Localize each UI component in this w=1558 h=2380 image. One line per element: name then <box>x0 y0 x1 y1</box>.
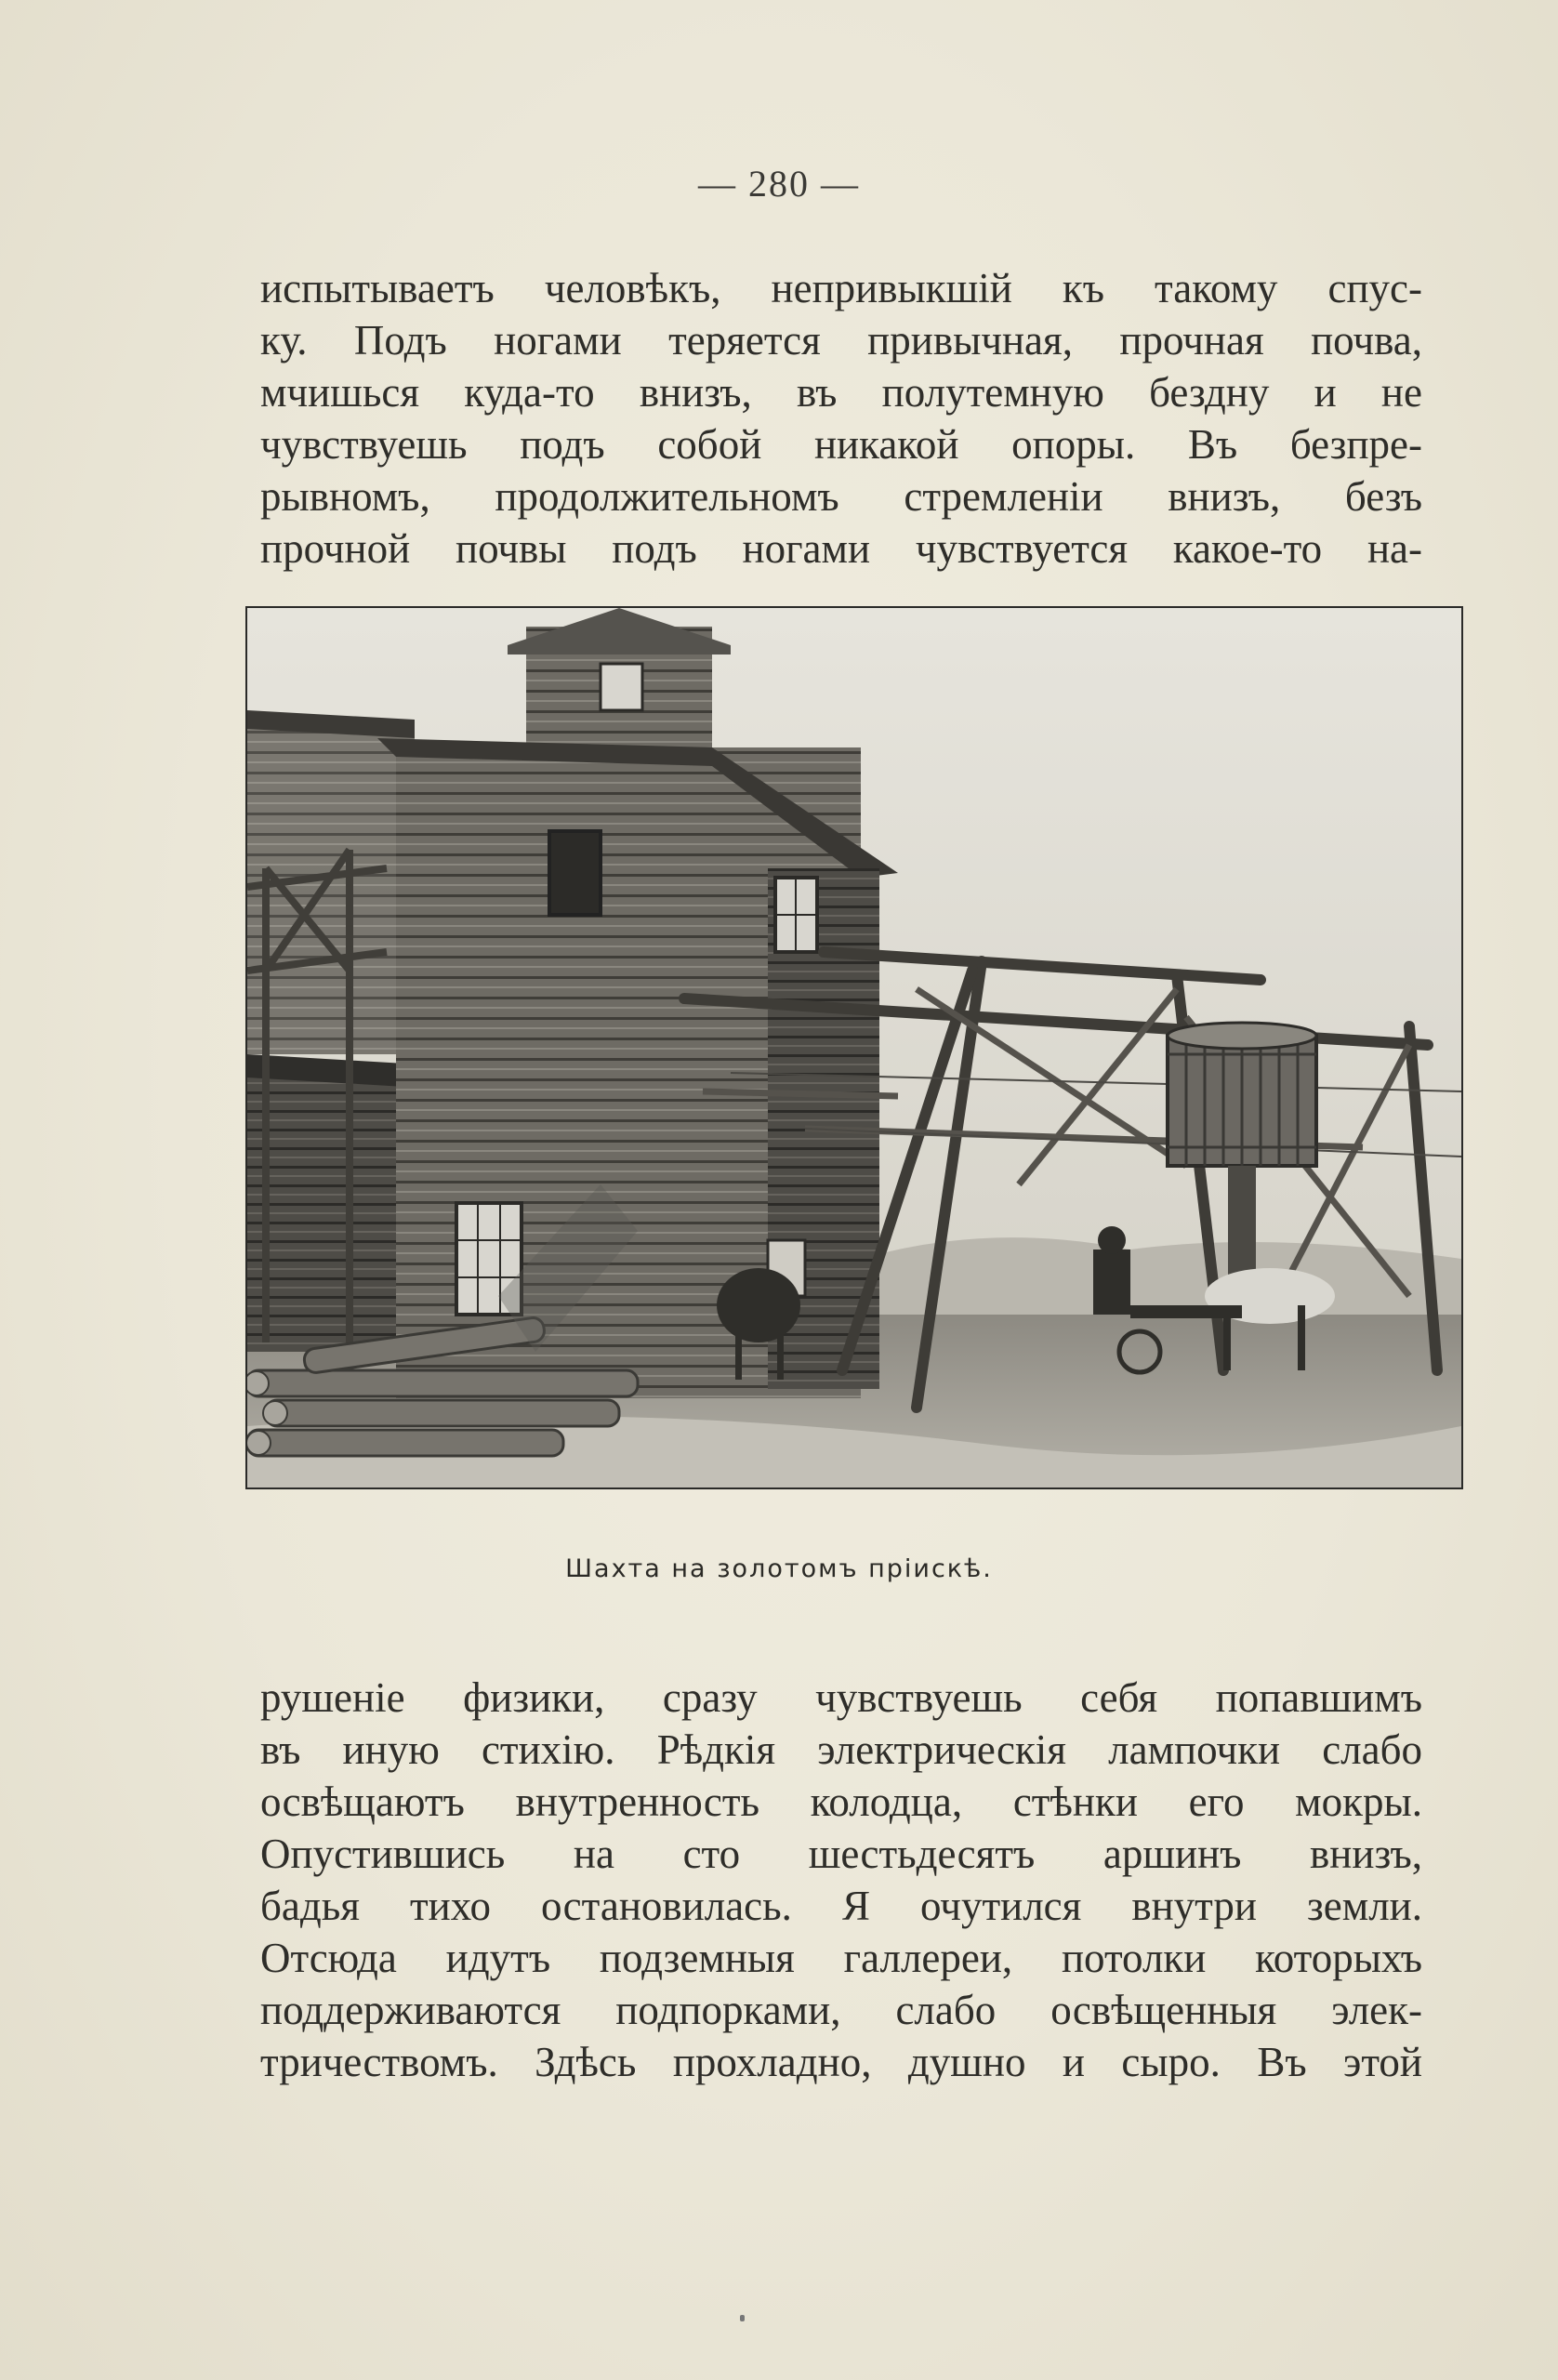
text-line: бадья тихо остановилась. Я очутился внутри земли. <box>260 1883 1422 1929</box>
bottom-paragraph <box>260 1672 1422 2088</box>
text-line: ку. Подъ ногами теряется привычная, прочная почва, <box>260 317 1422 364</box>
ink-speck <box>740 2315 745 2321</box>
text-line: освѣщаютъ внутренность колодца, стѣнки его мокры. <box>260 1778 1422 1825</box>
page-number: — 280 — <box>698 163 860 205</box>
mine-shaft-photograph <box>245 606 1463 1489</box>
text-line: рывномъ, продолжительномъ стремленіи внизъ, безъ <box>260 473 1422 520</box>
text-line: Отсюда идутъ подземныя галлереи, потолки которыхъ <box>260 1935 1422 1981</box>
photo-illustration <box>247 608 1461 1488</box>
text-line: мчишься куда-то внизъ, въ полутемную бездну и не <box>260 369 1422 416</box>
text-line: рушеніе физики, сразу чувствуешь себя попавшимъ <box>260 1674 1422 1721</box>
text-line: поддерживаются подпорками, слабо освѣщенныя элек- <box>260 1987 1422 2033</box>
text-line: въ иную стихію. Рѣдкія электрическія лампочки слабо <box>260 1726 1422 1773</box>
text-line: тричествомъ. Здѣсь прохладно, душно и сыро. Въ этой <box>260 2039 1422 2085</box>
top-paragraph <box>260 262 1422 575</box>
text-line: прочной почвы подъ ногами чувствуется какое-то на- <box>260 525 1422 572</box>
text-line: Опустившись на сто шестьдесятъ аршинъ внизъ, <box>260 1831 1422 1877</box>
text-line: чувствуешь подъ собой никакой опоры. Въ безпре- <box>260 421 1422 468</box>
figure-caption: Шахта на золотомъ пріискѣ. <box>565 1554 993 1583</box>
text-line: испытываетъ человѣкъ, непривыкшій къ такому спус- <box>260 265 1422 311</box>
